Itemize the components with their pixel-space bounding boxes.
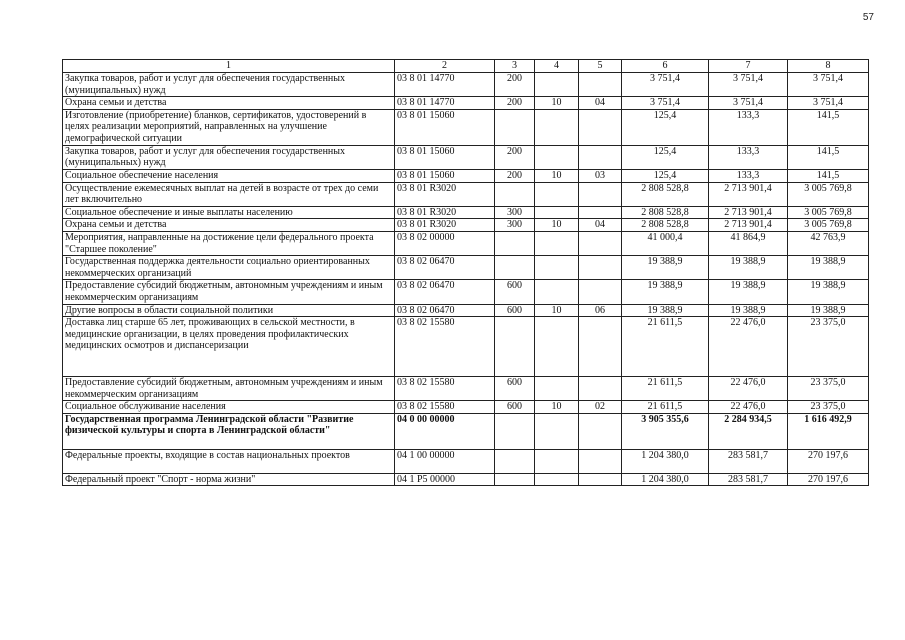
row-name-cell: Предоставление субсидий бюджетным, автономным учреждениям и иным некоммерческим организациям [63,377,395,401]
row-amount-year1-cell: 19 388,9 [622,304,709,317]
row-name-cell: Доставка лиц старше 65 лет, проживающих в сельской местности, в медицинские организации, в целях проведения профилактических медицинских осмотров и диспансеризации [63,317,395,377]
row-amount-year2-cell: 2 713 901,4 [709,219,788,232]
row-subsection-cell [579,145,622,169]
header-cell: 7 [709,60,788,73]
row-expense-type-cell [495,317,535,377]
row-expense-type-cell: 600 [495,377,535,401]
row-section-cell [535,317,579,377]
row-name-cell: Социальное обслуживание населения [63,401,395,414]
row-name-cell: Государственная программа Ленинградской области "Развитие физической культуры и спорта в Ленинградской области" [63,413,395,449]
row-section-cell [535,256,579,280]
row-expense-type-cell [495,109,535,145]
table-row [63,109,869,145]
row-amount-year3-cell: 270 197,6 [788,449,869,473]
row-subsection-cell: 02 [579,401,622,414]
row-section-cell: 10 [535,219,579,232]
row-code-cell: 04 0 00 00000 [395,413,495,449]
row-expense-type-cell: 600 [495,304,535,317]
table-row [63,304,869,317]
row-name-cell: Другие вопросы в области социальной политики [63,304,395,317]
row-code-cell: 03 8 01 15060 [395,109,495,145]
row-amount-year2-cell: 133,3 [709,109,788,145]
row-amount-year3-cell: 3 751,4 [788,97,869,110]
row-section-cell: 10 [535,401,579,414]
row-amount-year2-cell: 2 284 934,5 [709,413,788,449]
row-subsection-cell [579,182,622,206]
row-code-cell: 03 8 02 06470 [395,280,495,304]
row-section-cell [535,231,579,255]
row-amount-year2-cell: 19 388,9 [709,280,788,304]
row-code-cell: 03 8 01 R3020 [395,206,495,219]
row-amount-year1-cell: 125,4 [622,109,709,145]
row-name-cell: Федеральные проекты, входящие в состав национальных проектов [63,449,395,473]
row-subsection-cell: 06 [579,304,622,317]
row-amount-year1-cell: 1 204 380,0 [622,473,709,486]
row-amount-year2-cell: 19 388,9 [709,304,788,317]
table-row [63,317,869,377]
row-amount-year3-cell: 19 388,9 [788,304,869,317]
row-name-cell: Закупка товаров, работ и услуг для обеспечения государственных (муниципальных) нужд [63,145,395,169]
row-amount-year2-cell: 283 581,7 [709,449,788,473]
row-expense-type-cell: 600 [495,280,535,304]
row-amount-year2-cell: 22 476,0 [709,317,788,377]
row-code-cell: 03 8 01 15060 [395,169,495,182]
row-subsection-cell [579,256,622,280]
row-amount-year3-cell: 1 616 492,9 [788,413,869,449]
row-subsection-cell: 04 [579,97,622,110]
row-code-cell: 03 8 01 14770 [395,73,495,97]
row-code-cell: 03 8 01 14770 [395,97,495,110]
row-name-cell: Охрана семьи и детства [63,97,395,110]
header-cell: 6 [622,60,709,73]
row-amount-year2-cell: 22 476,0 [709,401,788,414]
row-amount-year3-cell: 23 375,0 [788,377,869,401]
row-subsection-cell [579,449,622,473]
row-expense-type-cell [495,231,535,255]
row-amount-year3-cell: 141,5 [788,169,869,182]
row-expense-type-cell: 300 [495,219,535,232]
row-name-cell: Федеральный проект "Спорт - норма жизни" [63,473,395,486]
row-expense-type-cell: 200 [495,73,535,97]
row-subsection-cell [579,377,622,401]
row-code-cell: 03 8 01 15060 [395,145,495,169]
row-amount-year2-cell: 283 581,7 [709,473,788,486]
row-name-cell: Закупка товаров, работ и услуг для обеспечения государственных (муниципальных) нужд [63,73,395,97]
row-amount-year2-cell: 41 864,9 [709,231,788,255]
row-subsection-cell: 03 [579,169,622,182]
row-amount-year2-cell: 133,3 [709,145,788,169]
row-section-cell [535,413,579,449]
header-cell: 4 [535,60,579,73]
row-subsection-cell: 04 [579,219,622,232]
row-name-cell: Предоставление субсидий бюджетным, автономным учреждениям и иным некоммерческим организациям [63,280,395,304]
row-subsection-cell [579,280,622,304]
row-section-cell: 10 [535,97,579,110]
row-section-cell [535,449,579,473]
row-amount-year3-cell: 19 388,9 [788,280,869,304]
budget-table [62,59,869,486]
row-amount-year1-cell: 2 808 528,8 [622,206,709,219]
row-section-cell: 10 [535,304,579,317]
row-amount-year1-cell: 3 751,4 [622,73,709,97]
row-amount-year3-cell: 42 763,9 [788,231,869,255]
table-row [63,182,869,206]
row-code-cell: 03 8 01 R3020 [395,182,495,206]
table-row [63,377,869,401]
table-row [63,97,869,110]
row-amount-year3-cell: 19 388,9 [788,256,869,280]
row-subsection-cell [579,73,622,97]
row-section-cell: 10 [535,169,579,182]
row-amount-year3-cell: 3 005 769,8 [788,182,869,206]
row-amount-year3-cell: 23 375,0 [788,317,869,377]
header-cell: 5 [579,60,622,73]
row-amount-year3-cell: 3 005 769,8 [788,206,869,219]
row-amount-year1-cell: 3 905 355,6 [622,413,709,449]
row-amount-year2-cell: 22 476,0 [709,377,788,401]
row-section-cell [535,73,579,97]
row-amount-year3-cell: 23 375,0 [788,401,869,414]
row-subsection-cell [579,206,622,219]
row-subsection-cell [579,231,622,255]
row-code-cell: 04 1 P5 00000 [395,473,495,486]
row-subsection-cell [579,473,622,486]
row-expense-type-cell [495,182,535,206]
page-number: 57 [862,12,874,23]
row-code-cell: 04 1 00 00000 [395,449,495,473]
row-code-cell: 03 8 02 06470 [395,304,495,317]
table-row [63,280,869,304]
table-row [63,169,869,182]
table-row [63,231,869,255]
row-code-cell: 03 8 02 15580 [395,377,495,401]
row-amount-year2-cell: 3 751,4 [709,97,788,110]
table-row [63,256,869,280]
row-amount-year3-cell: 141,5 [788,109,869,145]
row-amount-year1-cell: 19 388,9 [622,256,709,280]
row-amount-year1-cell: 21 611,5 [622,317,709,377]
row-subsection-cell [579,413,622,449]
table-row [63,219,869,232]
row-expense-type-cell [495,449,535,473]
row-code-cell: 03 8 01 R3020 [395,219,495,232]
row-expense-type-cell [495,473,535,486]
table-row [63,449,869,473]
header-cell: 1 [63,60,395,73]
row-expense-type-cell: 300 [495,206,535,219]
row-name-cell: Государственная поддержка деятельности социально ориентированных некоммерческих организаций [63,256,395,280]
row-expense-type-cell [495,256,535,280]
row-name-cell: Осуществление ежемесячных выплат на детей в возрасте от трех до семи лет включительно [63,182,395,206]
row-expense-type-cell: 200 [495,145,535,169]
row-name-cell: Мероприятия, направленные на достижение цели федерального проекта "Старшее поколение" [63,231,395,255]
row-section-cell [535,473,579,486]
table-row [63,473,869,486]
row-amount-year1-cell: 2 808 528,8 [622,182,709,206]
table-row [63,145,869,169]
row-section-cell [535,145,579,169]
header-cell: 3 [495,60,535,73]
row-amount-year2-cell: 3 751,4 [709,73,788,97]
row-amount-year3-cell: 270 197,6 [788,473,869,486]
row-subsection-cell [579,109,622,145]
row-amount-year2-cell: 2 713 901,4 [709,206,788,219]
row-amount-year1-cell: 125,4 [622,169,709,182]
row-expense-type-cell [495,413,535,449]
row-section-cell [535,206,579,219]
row-code-cell: 03 8 02 00000 [395,231,495,255]
header-cell: 8 [788,60,869,73]
header-row [63,60,869,73]
row-amount-year1-cell: 2 808 528,8 [622,219,709,232]
header-cell: 2 [395,60,495,73]
row-name-cell: Социальное обеспечение и иные выплаты населению [63,206,395,219]
row-amount-year1-cell: 125,4 [622,145,709,169]
row-amount-year1-cell: 41 000,4 [622,231,709,255]
row-name-cell: Социальное обеспечение населения [63,169,395,182]
row-amount-year3-cell: 3 005 769,8 [788,219,869,232]
row-amount-year3-cell: 141,5 [788,145,869,169]
row-amount-year1-cell: 21 611,5 [622,377,709,401]
row-amount-year1-cell: 21 611,5 [622,401,709,414]
table-row [63,73,869,97]
row-name-cell: Охрана семьи и детства [63,219,395,232]
table-row [63,206,869,219]
row-amount-year2-cell: 2 713 901,4 [709,182,788,206]
row-code-cell: 03 8 02 06470 [395,256,495,280]
row-amount-year2-cell: 133,3 [709,169,788,182]
row-section-cell [535,280,579,304]
row-section-cell [535,377,579,401]
row-amount-year1-cell: 3 751,4 [622,97,709,110]
table-row [63,413,869,449]
row-subsection-cell [579,317,622,377]
table-row [63,401,869,414]
row-code-cell: 03 8 02 15580 [395,401,495,414]
row-code-cell: 03 8 02 15580 [395,317,495,377]
row-name-cell: Изготовление (приобретение) бланков, сертификатов, удостоверений в целях реализации мероприятий, направленных на улучшение демографической ситуации [63,109,395,145]
row-amount-year1-cell: 1 204 380,0 [622,449,709,473]
row-amount-year2-cell: 19 388,9 [709,256,788,280]
row-expense-type-cell: 200 [495,169,535,182]
row-amount-year1-cell: 19 388,9 [622,280,709,304]
row-expense-type-cell: 200 [495,97,535,110]
row-section-cell [535,182,579,206]
row-expense-type-cell: 600 [495,401,535,414]
row-amount-year3-cell: 3 751,4 [788,73,869,97]
row-section-cell [535,109,579,145]
